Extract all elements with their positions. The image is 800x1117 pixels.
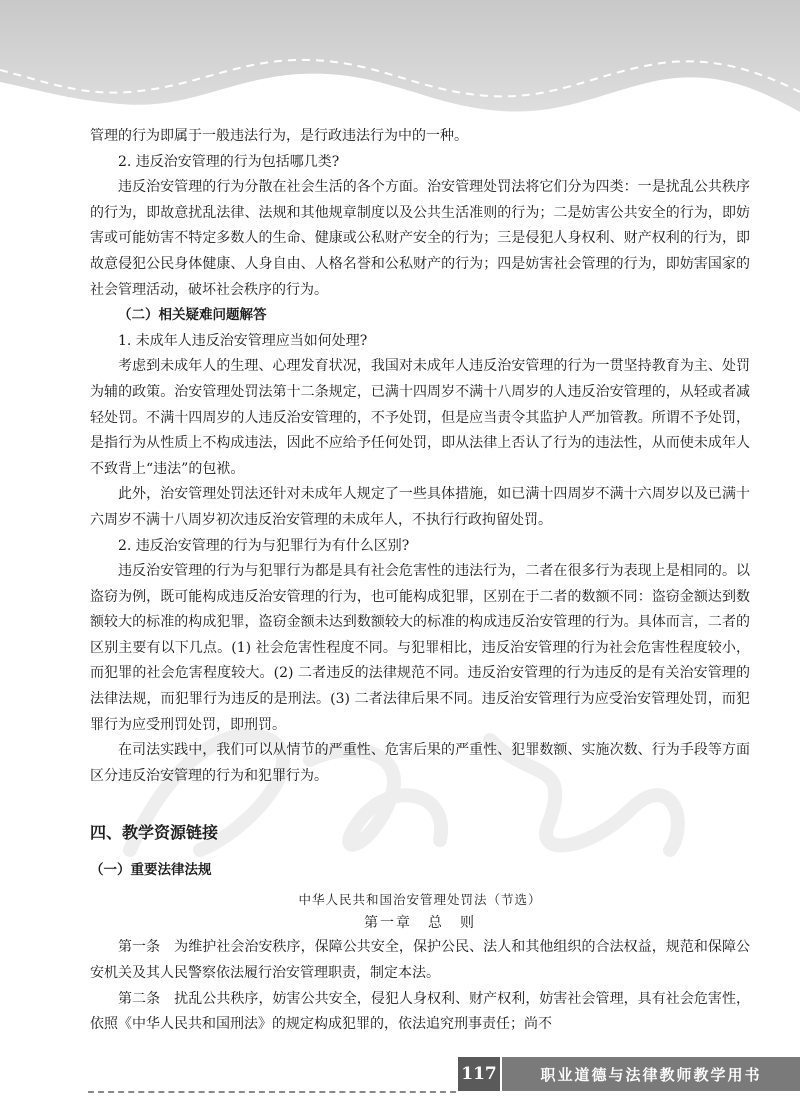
header-wave-band [0, 0, 800, 122]
section-title: 四、教学资源链接 [90, 823, 219, 843]
page-number: 117 [458, 1057, 500, 1091]
chapter-heading: 第一章 总 则 [364, 915, 476, 932]
page-body [90, 124, 750, 1038]
question-heading: 1. 未成年人违反治安管理应当如何处理? [118, 332, 368, 349]
subsection-heading: （二）相关疑难问题解答 [118, 307, 267, 324]
subsection-heading: （一）重要法律法规 [90, 862, 212, 879]
paragraph: 违反治安管理的行为与犯罪行为都是具有社会危害性的违法行为，二者在很多行为表现上是相同的。以盗窃为例，既可能构成违反治安管理的行为，也可能构成犯罪，区别在于二者的数额不同：盗窃金额达到数额较大的标准的构成犯罪，盗窃金额未达到数额较大的标准的构成违反治安管理的行为。具体而言，二者的区别主要有以下几点。(1) 社会危害性程度不同。与犯罪相比，违反治安管理的行为社会危害性程度较小，而犯罪的社会危害程度较大。(2) 二者违反的法律规范不同。违反治安管理的行为违反的是有关治安管理的法律法规，而犯罪行为违反的是刑法。(3) 二者法律后果不同。违反治安管理行为应受治安管理处罚，而犯罪行为应受刑罚处罚，即刑罚。 [90, 563, 750, 733]
law-article: 第二条 扰乱公共秩序，妨害公共安全，侵犯人身权利、财产权利，妨害社会管理，具有社会危害性，依照《中华人民共和国刑法》的规定构成犯罪的，依法追究刑事责任；尚不 [90, 990, 750, 1033]
law-article: 第一条 为维护社会治安秩序，保障公共安全，保护公民、法人和其他组织的合法权益，规范和保障公安机关及其人民警察依法履行治安管理职责，制定本法。 [90, 939, 750, 982]
question-heading: 2. 违反治安管理的行为包括哪几类? [118, 153, 340, 170]
question-heading: 2. 违反治安管理的行为与犯罪行为有什么区别? [118, 537, 410, 554]
paragraph: 考虑到未成年人的生理、心理发育状况，我国对未成年人违反治安管理的行为一贯坚持教育为主、处罚为辅的政策。治安管理处罚法第十二条规定，已满十四周岁不满十八周岁的人违反治安管理的，从轻或者减轻处罚。不满十四周岁的人违反治安管理的，不予处罚，但是应当责令其监护人严加管教。所谓不予处罚，是指行为从性质上不构成违法，因此不应给予任何处罚，即从法律上否认了行为的违法性，从而使未成年人不致背上“违法”的包袱。 [90, 358, 750, 477]
paragraph: 在司法实践中，我们可以从情节的严重性、危害后果的严重性、犯罪数额、实施次数、行为手段等方面区分违反治安管理的行为和犯罪行为。 [90, 742, 750, 784]
book-title: 职业道德与法律教师教学用书 [502, 1057, 800, 1091]
footer-dashed-rule [88, 1091, 456, 1093]
paragraph: 此外，治安管理处罚法还针对未成年人规定了一些具体措施，如已满十四周岁不满十六周岁以及已满十六周岁不满十八周岁初次违反治安管理的未成年人，不执行行政拘留处罚。 [90, 486, 750, 528]
paragraph: 管理的行为即属于一般违法行为，是行政违法行为中的一种。 [90, 128, 468, 144]
paragraph: 违反治安管理的行为分散在社会生活的各个方面。治安管理处罚法将它们分为四类：一是扰乱公共秩序的行为，即故意扰乱法律、法规和其他规章制度以及公共生活准则的行为；二是妨害公共安全的行为，即妨害或可能妨害不特定多数人的生命、健康或公私财产安全的行为；三是侵犯人身权利、财产权利的行为，即故意侵犯公民身体健康、人身自由、人格名誉和公私财产的行为；四是妨害社会管理的行为，即妨害国家的社会管理活动，破坏社会秩序的行为。 [90, 179, 750, 298]
law-title: 中华人民共和国治安管理处罚法（节选） [298, 892, 542, 908]
